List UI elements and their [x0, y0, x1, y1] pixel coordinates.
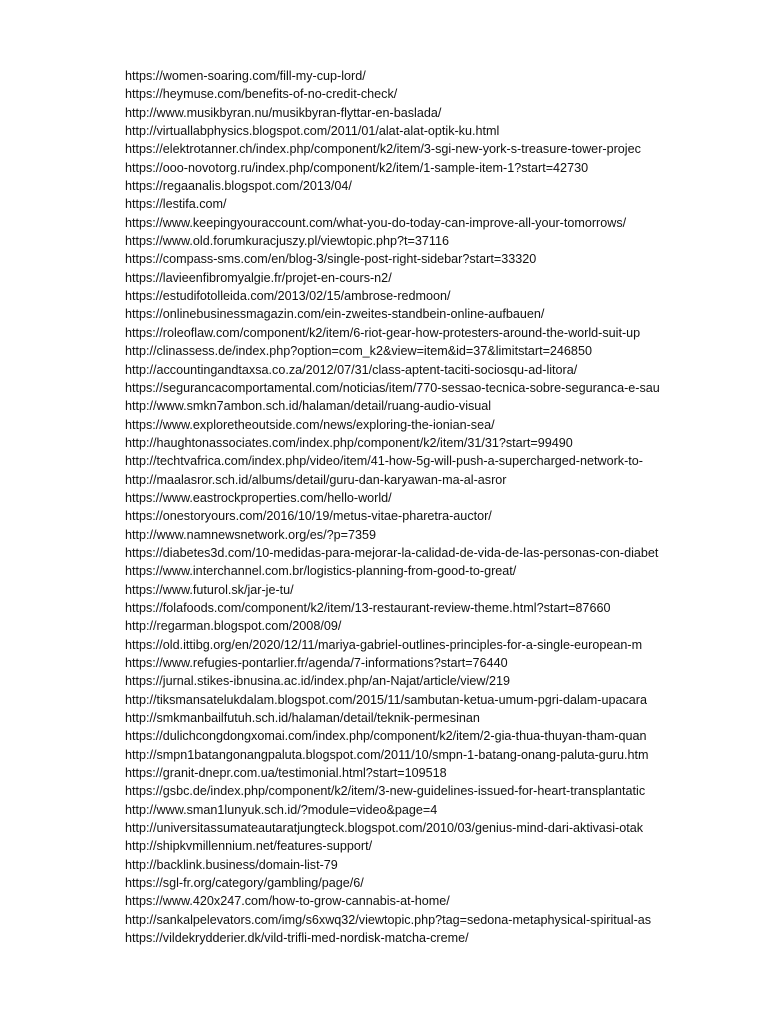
- url-line: http://www.sman1lunyuk.sch.id/?module=video&page=4: [125, 802, 438, 817]
- url-line: http://techtvafrica.com/index.php/video/item/41-how-5g-will-push-a-supercharged-network-to-: [125, 454, 643, 469]
- url-line: https://www.interchannel.com.br/logistics-planning-from-good-to-great/: [125, 564, 517, 579]
- url-line: https://heymuse.com/benefits-of-no-credit-check/: [125, 87, 398, 102]
- url-line: https://lestifa.com/: [125, 197, 227, 212]
- url-line: http://smkmanbailfutuh.sch.id/halaman/detail/teknik-permesinan: [125, 711, 480, 726]
- url-line: https://vildekrydderier.dk/vild-trifli-med-nordisk-matcha-creme/: [125, 931, 469, 946]
- url-line: http://backlink.business/domain-list-79: [125, 857, 338, 872]
- url-line: http://smpn1batangonangpaluta.blogspot.com/2011/10/smpn-1-batang-onang-paluta-guru.htm: [125, 747, 649, 762]
- url-line: https://regaanalis.blogspot.com/2013/04/: [125, 179, 352, 194]
- url-line: https://www.eastrockproperties.com/hello-world/: [125, 490, 392, 505]
- url-line: https://onlinebusinessmagazin.com/ein-zweites-standbein-online-aufbauen/: [125, 307, 545, 322]
- url-line: https://estudifotolleida.com/2013/02/15/ambrose-redmoon/: [125, 289, 451, 304]
- url-line: https://www.exploretheoutside.com/news/exploring-the-ionian-sea/: [125, 417, 495, 432]
- url-line: https://roleoflaw.com/component/k2/item/6-riot-gear-how-protesters-around-the-world-suit-up: [125, 325, 641, 340]
- url-line: https://onestoryours.com/2016/10/19/metus-vitae-pharetra-auctor/: [125, 509, 492, 524]
- url-line: https://www.420x247.com/how-to-grow-cannabis-at-home/: [125, 894, 450, 909]
- url-line: https://granit-dnepr.com.ua/testimonial.html?start=109518: [125, 766, 447, 781]
- url-list: [125, 67, 668, 948]
- url-line: http://regarman.blogspot.com/2008/09/: [125, 619, 342, 634]
- url-line: https://compass-sms.com/en/blog-3/single-post-right-sidebar?start=33320: [125, 252, 537, 267]
- url-line: http://accountingandtaxsa.co.za/2012/07/31/class-aptent-taciti-sociosqu-ad-litora/: [125, 362, 578, 377]
- url-line: http://tiksmansatelukdalam.blogspot.com/2015/11/sambutan-ketua-umum-pgri-dalam-upacara: [125, 692, 647, 707]
- url-line: http://virtuallabphysics.blogspot.com/2011/01/alat-alat-optik-ku.html: [125, 124, 500, 139]
- url-line: https://www.futurol.sk/jar-je-tu/: [125, 582, 294, 597]
- url-line: https://folafoods.com/component/k2/item/13-restaurant-review-theme.html?start=87660: [125, 600, 611, 615]
- url-line: https://jurnal.stikes-ibnusina.ac.id/index.php/an-Najat/article/view/219: [125, 674, 511, 689]
- url-line: http://maalasror.sch.id/albums/detail/guru-dan-karyawan-ma-al-asror: [125, 472, 507, 487]
- url-line: http://haughtonassociates.com/index.php/component/k2/item/31/31?start=99490: [125, 435, 573, 450]
- url-line: http://sankalpelevators.com/img/s6xwq32/viewtopic.php?tag=sedona-metaphysical-spiritual-as: [125, 912, 652, 927]
- url-line: http://www.smkn7ambon.sch.id/halaman/detail/ruang-audio-visual: [125, 399, 492, 414]
- url-line: http://clinassess.de/index.php?option=com_k2&view=item&id=37&limitstart=246850: [125, 344, 592, 359]
- url-line: https://gsbc.de/index.php/component/k2/item/3-new-guidelines-issued-for-heart-transplantatic: [125, 784, 646, 799]
- url-line: http://www.musikbyran.nu/musikbyran-flyttar-en-baslada/: [125, 105, 442, 120]
- url-line: https://old.ittibg.org/en/2020/12/11/mariya-gabriel-outlines-principles-for-a-single-european-m: [125, 637, 643, 652]
- url-line: https://diabetes3d.com/10-medidas-para-mejorar-la-calidad-de-vida-de-las-personas-con-diabet: [125, 545, 659, 560]
- url-line: https://dulichcongdongxomai.com/index.php/component/k2/item/2-gia-thua-thuyan-tham-quan: [125, 729, 647, 744]
- url-line: https://www.keepingyouraccount.com/what-you-do-today-can-improve-all-your-tomorrows/: [125, 215, 627, 230]
- url-line: https://lavieenfibromyalgie.fr/projet-en-cours-n2/: [125, 270, 392, 285]
- url-line: https://www.old.forumkuracjuszy.pl/viewtopic.php?t=37116: [125, 234, 449, 249]
- url-line: https://ooo-novotorg.ru/index.php/component/k2/item/1-sample-item-1?start=42730: [125, 160, 589, 175]
- url-line: https://segurancacomportamental.com/noticias/item/770-sessao-tecnica-sobre-seguranca-e-sau: [125, 380, 660, 395]
- url-line: http://shipkvmillennium.net/features-support/: [125, 839, 373, 854]
- url-line: https://www.refugies-pontarlier.fr/agenda/7-informations?start=76440: [125, 656, 508, 670]
- url-line: http://www.namnewsnetwork.org/es/?p=7359: [125, 527, 376, 542]
- url-line: https://women-soaring.com/fill-my-cup-lord/: [125, 69, 366, 83]
- url-line: http://universitassumateautaratjungteck.blogspot.com/2010/03/genius-mind-dari-aktivasi-otak: [125, 821, 644, 836]
- url-line: https://sgl-fr.org/category/gambling/page/6/: [125, 876, 364, 891]
- url-line: https://elektrotanner.ch/index.php/component/k2/item/3-sgi-new-york-s-treasure-tower-projec: [125, 142, 641, 157]
